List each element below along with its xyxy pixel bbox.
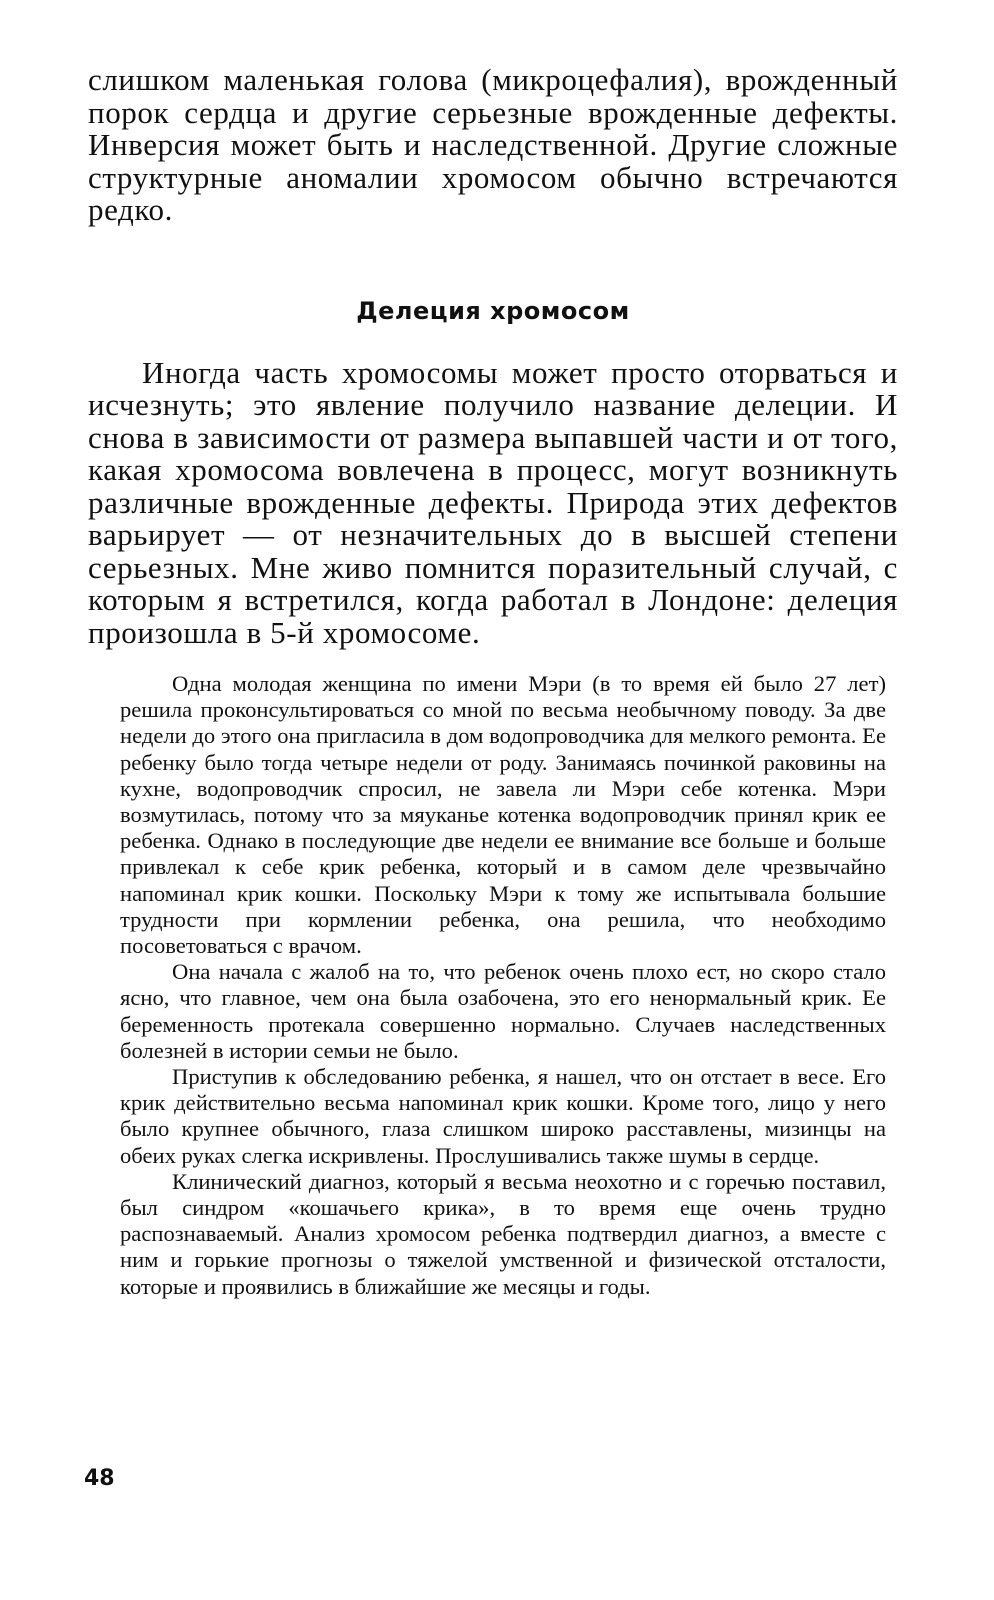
case-paragraph: Она начала с жалоб на то, что ребенок очень плохо ест, но скоро стало ясно, что главное, чем она была озабочена, это его ненормальный крик. Ее беременность протекала совершенно нормально. Случаев наследственных болезней в истории семьи не было. (120, 959, 886, 1063)
case-study-block (88, 671, 898, 1300)
section-paragraph: Иногда часть хромосомы может просто оторваться и исчезнуть; это явление получило название делеции. И снова в зависимости от размера выпавшей части и от того, какая хромосома вовлечена в процесс, могут возникнуть различные врожденные дефекты. Природа этих дефектов варьирует — от незначительных до в высшей степени серьезных. Мне живо помнится поразительный случай, с которым я встретился, когда работал в Лондоне: делеция произошла в 5-й хромосоме. (88, 354, 898, 650)
case-paragraph: Одна молодая женщина по имени Мэри (в то время ей было 27 лет) решила проконсультироваться со мной по весьма необычному поводу. За две недели до этого она пригласила в дом водопроводчика для мелкого ремонта. Ее ребенку было тогда четыре недели от роду. Занимаясь починкой раковины на кухне, водопроводчик спросил, не завела ли Мэри себе котенка. Мэри возмутилась, потому что за мяуканье котенка водопроводчик принял крик ее ребенка. Однако в последующие две недели ее внимание все больше и больше привлекал к себе крик ребенка, который и в самом деле чрезвычайно напоминал крик кошки. Поскольку Мэри к тому же испытывала большие трудности при кормлении ребенка, она решила, что необходимо посоветоваться с врачом. (120, 671, 886, 959)
case-paragraph: Клинический диагноз, который я весьма неохотно и с горечью поставил, был синдром «кошачьего крика», в то время еще очень трудно распознаваемый. Анализ хромосом ребенка подтвердил диагноз, а вместе с ним и горькие прогнозы о тяжелой умственной и физической отсталости, которые и проявились в ближайшие же месяцы и годы. (120, 1168, 886, 1299)
intro-paragraph: слишком маленькая голова (микроцефалия), врожденный порок сердца и другие серьезные врожденные дефекты. Инверсия может быть и наследственной. Другие сложные структурные аномалии хромосом обычно встречаются редко. (88, 62, 898, 227)
section-heading: Делеция хромосом (356, 296, 630, 325)
book-page (88, 64, 898, 1300)
case-paragraph: Приступив к обследованию ребенка, я нашел, что он отстает в весе. Его крик действительно весьма напоминал крик кошки. Кроме того, лицо у него было крупнее обычного, глаза слишком широко расставлены, мизинцы на обеих руках слегка искривлены. Прослушивались также шумы в сердце. (120, 1064, 886, 1168)
page-number: 48 (84, 1466, 115, 1491)
